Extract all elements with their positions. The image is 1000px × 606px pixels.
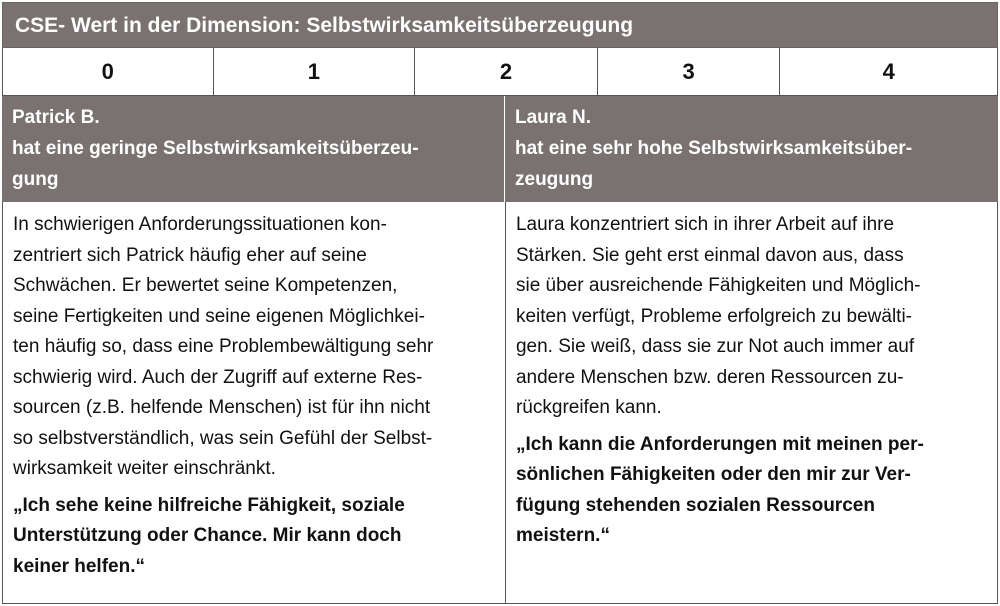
scale-value-2: 2 <box>415 48 598 95</box>
text-line: wirksamkeit weiter einschränkt. <box>13 458 276 479</box>
header-laura-line: zeugung <box>515 169 594 190</box>
laura-quote <box>516 430 987 552</box>
scale-value-1: 1 <box>214 48 416 95</box>
header-patrick <box>2 96 505 202</box>
text-line: Schwächen. Er bewertet seine Kompetenzen, <box>13 275 398 296</box>
quote-line: „Ich kann die Anforderungen mit meinen per- <box>515 433 924 455</box>
patrick-description-cell <box>3 202 505 603</box>
scale-row <box>2 48 998 96</box>
scale-value-0: 0 <box>3 48 214 95</box>
scale-value-3: 3 <box>598 48 781 95</box>
laura-description-cell <box>505 202 997 603</box>
quote-line: „Ich sehe keine hilfreiche Fähigkeit, soziale <box>13 494 405 516</box>
text-line: In schwierigen Anforderungssituationen kon- <box>13 214 387 235</box>
text-line: Laura konzentriert sich in ihrer Arbeit auf ihre <box>515 214 895 235</box>
text-line: zentriert sich Patrick häufig eher auf seine <box>13 244 367 266</box>
laura-description <box>516 210 987 424</box>
description-row <box>2 202 998 604</box>
header-laura-name: Laura N. <box>515 107 592 128</box>
header-laura-line: hat eine sehr hohe Selbstwirksamkeitsüber- <box>515 138 913 159</box>
patrick-description <box>13 210 495 485</box>
header-patrick-line: gung <box>12 169 59 190</box>
text-line: keiten verfügt, Probleme erfolgreich zu bewälti- <box>515 305 913 327</box>
text-line: so selbstverständlich, was sein Gefühl der Selbst- <box>13 427 433 449</box>
table-title: CSE- Wert in der Dimension: Selbstwirksamkeitsüberzeugung <box>2 2 998 48</box>
text-line: sie über ausreichende Fähigkeiten und Möglich- <box>515 275 921 296</box>
text-line: schwierig wird. Auch der Zugriff auf externe Res- <box>13 366 423 388</box>
header-laura <box>505 96 998 202</box>
quote-line: meistern.“ <box>515 525 610 546</box>
patrick-quote <box>13 491 495 583</box>
header-patrick-line: hat eine geringe Selbstwirksamkeitsüberzeu- <box>12 138 419 159</box>
text-line: sourcen (z.B. helfende Menschen) ist für ihn nicht <box>13 397 431 418</box>
text-line: Stärken. Sie geht erst einmal davon aus, dass <box>515 244 904 266</box>
header-patrick-name: Patrick B. <box>12 107 100 128</box>
text-line: seine Fertigkeiten und seine eigenen Möglichkei- <box>13 305 425 327</box>
scale-value-4: 4 <box>882 58 895 84</box>
text-line: gen. Sie weiß, dass sie zur Not auch immer auf <box>515 336 915 357</box>
text-line: ten häufig so, dass eine Problembewältigung sehr <box>13 336 434 357</box>
quote-line: keiner helfen.“ <box>13 555 145 577</box>
text-line: rückgreifen kann. <box>515 397 662 418</box>
text-line: andere Menschen bzw. deren Ressourcen zu- <box>515 366 904 388</box>
person-header-row <box>2 96 998 202</box>
quote-line: Unterstützung oder Chance. Mir kann doch <box>13 525 402 546</box>
quote-line: fügung stehenden sozialen Ressourcen <box>515 494 875 516</box>
quote-line: sönlichen Fähigkeiten oder den mir zur Ver- <box>515 464 911 485</box>
